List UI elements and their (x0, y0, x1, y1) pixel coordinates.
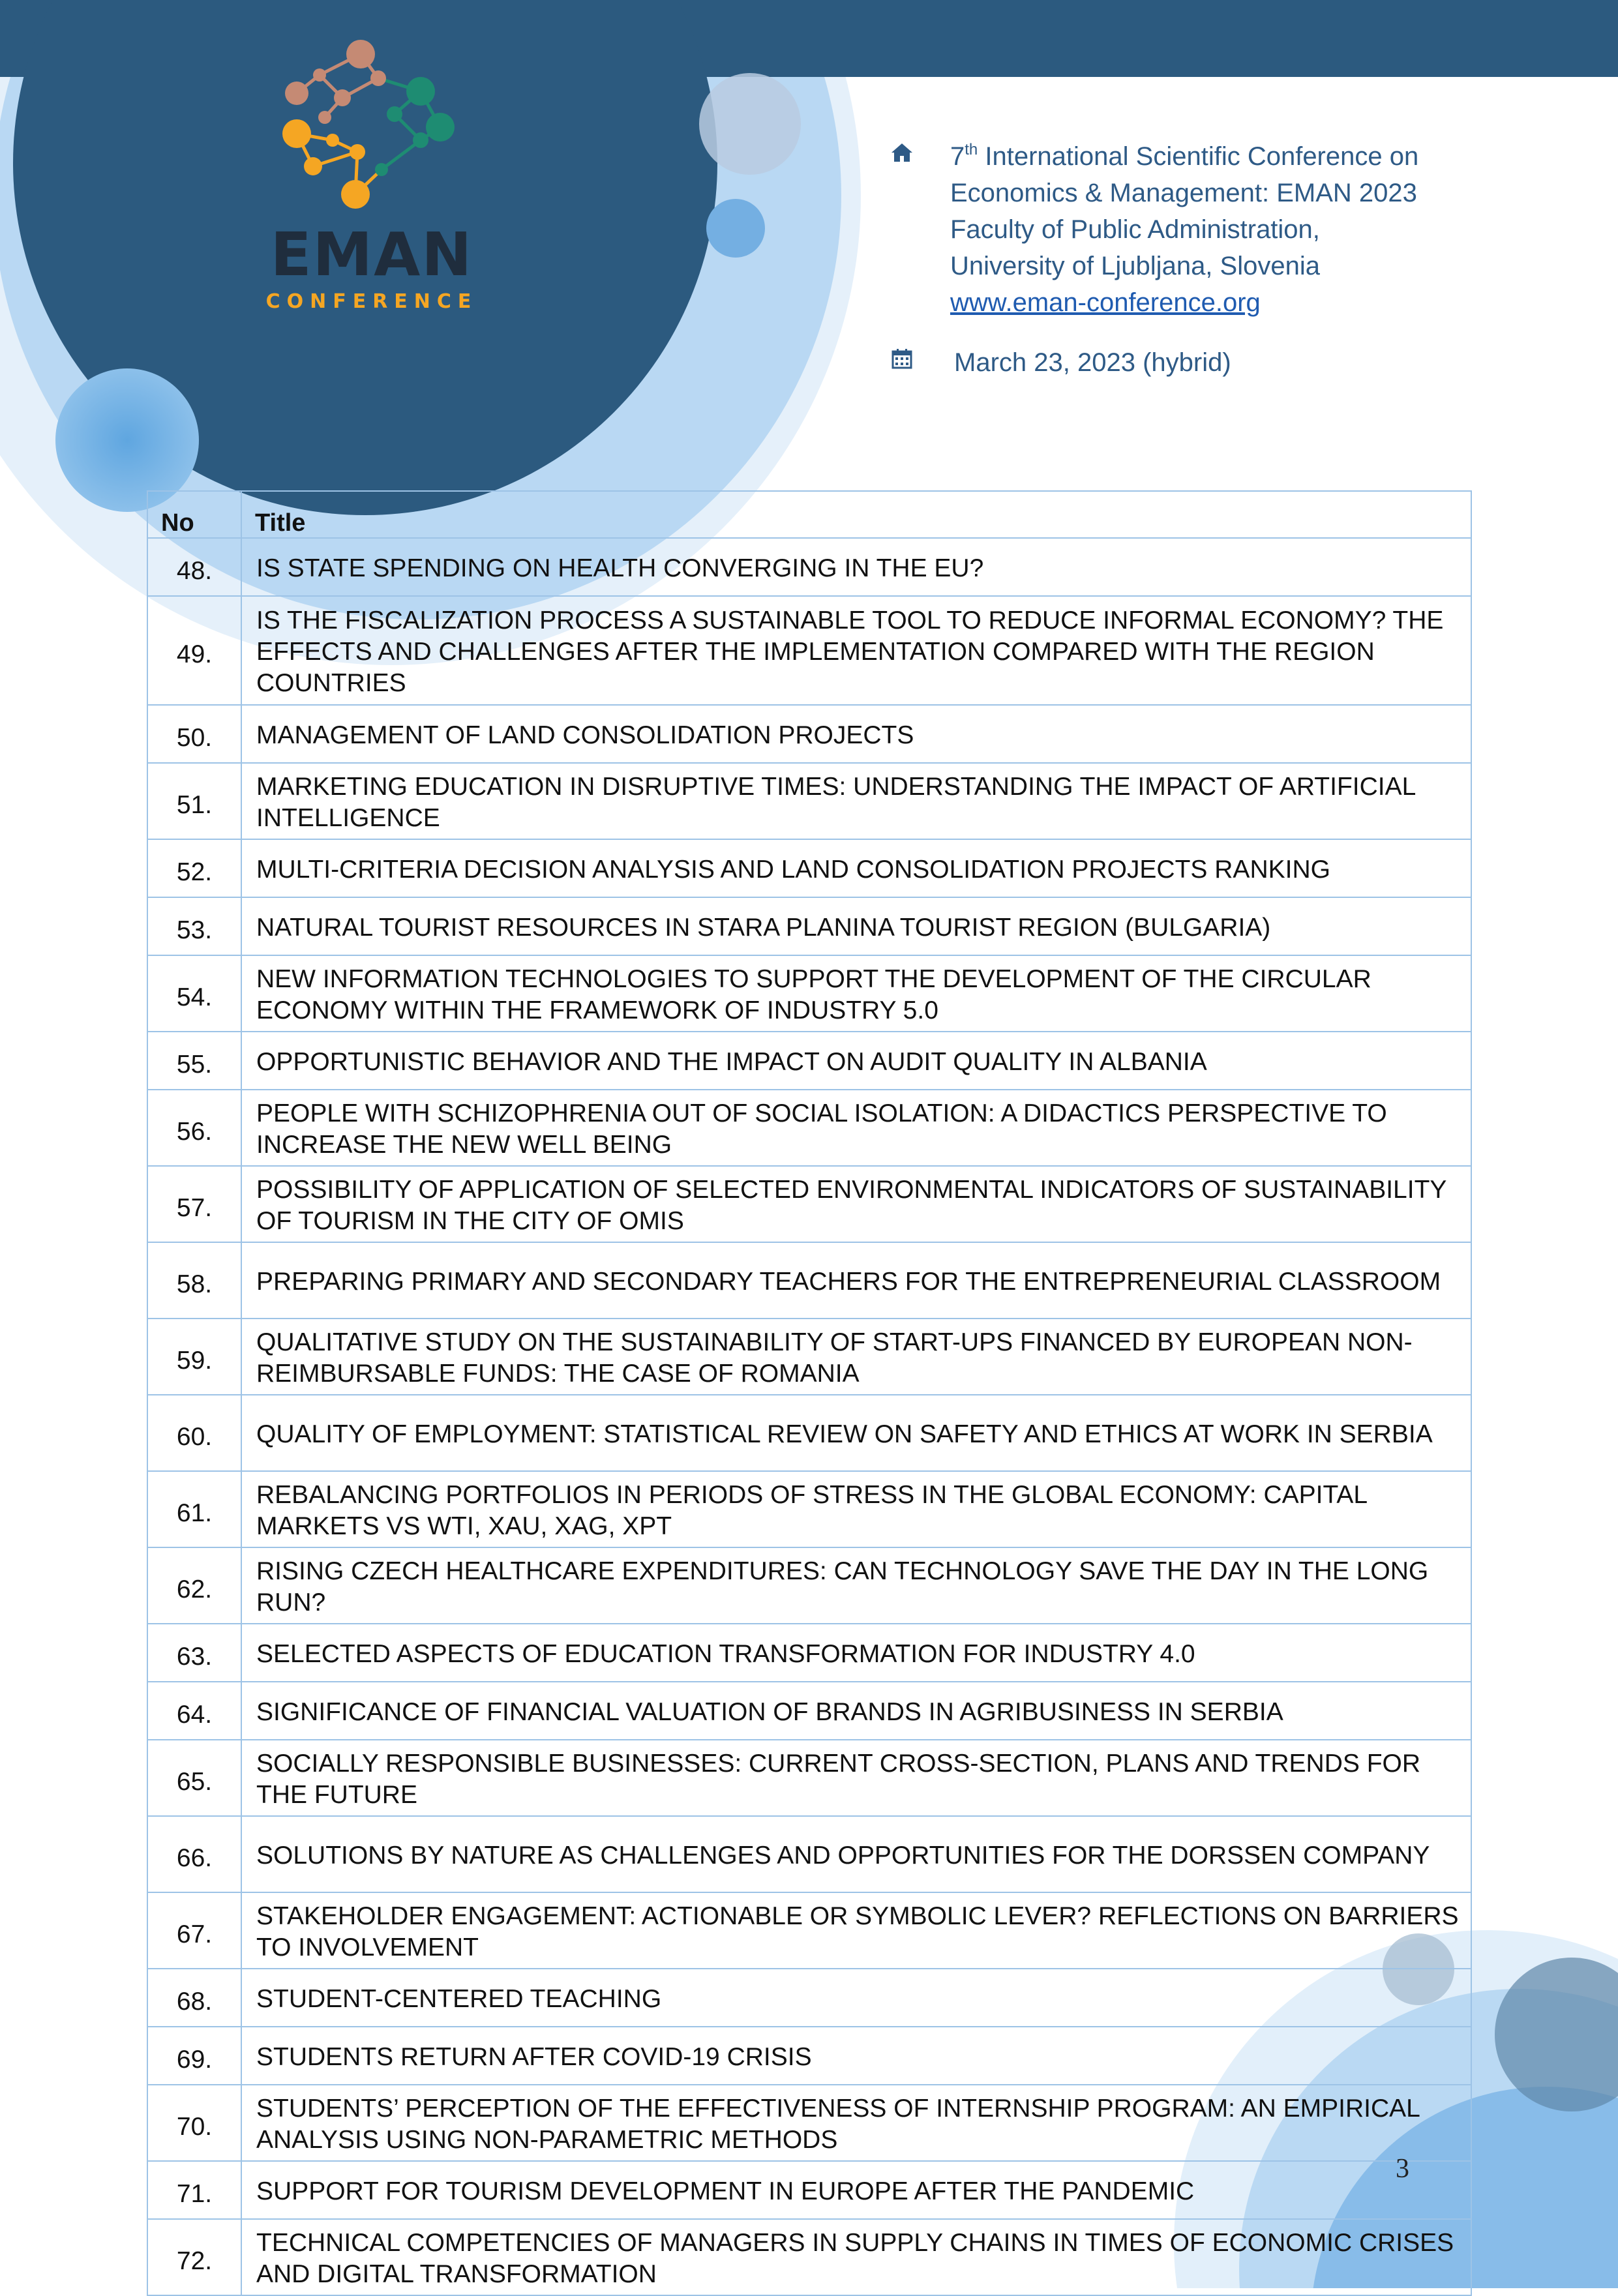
row-number: 57. (147, 1166, 241, 1242)
table-row (147, 1242, 1471, 1319)
paper-title: SOLUTIONS BY NATURE AS CHALLENGES AND OPPORTUNITIES FOR THE DORSSEN COMPANY (241, 1816, 1471, 1892)
table-row (147, 1682, 1471, 1740)
row-number: 53. (147, 897, 241, 955)
paper-title: SUPPORT FOR TOURISM DEVELOPMENT IN EUROPE AFTER THE PANDEMIC (241, 2161, 1471, 2219)
paper-title: MANAGEMENT OF LAND CONSOLIDATION PROJECTS (241, 705, 1471, 763)
conference-title-text: International Scientific Conference on (978, 142, 1419, 171)
table-row (147, 1032, 1471, 1090)
conference-date-block (890, 344, 1418, 381)
row-number: 51. (147, 763, 241, 839)
paper-title: SELECTED ASPECTS OF EDUCATION TRANSFORMATION FOR INDUSTRY 4.0 (241, 1624, 1471, 1682)
paper-title: STUDENT-CENTERED TEACHING (241, 1969, 1471, 2027)
row-number: 50. (147, 705, 241, 763)
paper-titles-table (147, 490, 1472, 2296)
table-row (147, 2161, 1471, 2219)
conference-website-link[interactable]: www.eman-conference.org (950, 288, 1261, 317)
table-row (147, 1740, 1471, 1816)
paper-title: MARKETING EDUCATION IN DISRUPTIVE TIMES: UNDERSTANDING THE IMPACT OF ARTIFICIAL INTELLIGENCE (241, 763, 1471, 839)
table-row (147, 2219, 1471, 2295)
paper-title: PREPARING PRIMARY AND SECONDARY TEACHERS FOR THE ENTREPRENEURIAL CLASSROOM (241, 1242, 1471, 1319)
row-number: 66. (147, 1816, 241, 1892)
paper-title: STAKEHOLDER ENGAGEMENT: ACTIONABLE OR SYMBOLIC LEVER? REFLECTIONS ON BARRIERS TO INVOLVEMENT (241, 1892, 1471, 1969)
column-header-title: Title (241, 491, 1471, 538)
paper-title: STUDENTS’ PERCEPTION OF THE EFFECTIVENESS OF INTERNSHIP PROGRAM: AN EMPIRICAL ANALYSIS USING NON-PARAMETRIC METHODS (241, 2085, 1471, 2161)
paper-title: QUALITATIVE STUDY ON THE SUSTAINABILITY OF START-UPS FINANCED BY EUROPEAN NON-REIMBURSABLE FUNDS: THE CASE OF ROMANIA (241, 1319, 1471, 1395)
table-row (147, 1969, 1471, 2027)
paper-title: IS STATE SPENDING ON HEALTH CONVERGING IN THE EU? (241, 538, 1471, 596)
row-number: 69. (147, 2027, 241, 2085)
table-row (147, 1624, 1471, 1682)
row-number: 56. (147, 1090, 241, 1166)
column-header-no: No (147, 491, 241, 538)
row-number: 59. (147, 1319, 241, 1395)
table-row (147, 2027, 1471, 2085)
table-row (147, 897, 1471, 955)
paper-title: TECHNICAL COMPETENCIES OF MANAGERS IN SUPPLY CHAINS IN TIMES OF ECONOMIC CRISES AND DIGITAL TRANSFORMATION (241, 2219, 1471, 2295)
paper-title: PEOPLE WITH SCHIZOPHRENIA OUT OF SOCIAL ISOLATION: A DIDACTICS PERSPECTIVE TO INCREASE THE NEW WELL BEING (241, 1090, 1471, 1166)
paper-title: OPPORTUNISTIC BEHAVIOR AND THE IMPACT ON AUDIT QUALITY IN ALBANIA (241, 1032, 1471, 1090)
home-icon (890, 141, 914, 164)
row-number: 72. (147, 2219, 241, 2295)
conference-ordinal-suffix: th (965, 141, 978, 158)
paper-title: NATURAL TOURIST RESOURCES IN STARA PLANINA TOURIST REGION (BULGARIA) (241, 897, 1471, 955)
table-header-row (147, 491, 1471, 538)
row-number: 48. (147, 538, 241, 596)
table-row (147, 1319, 1471, 1395)
row-number: 55. (147, 1032, 241, 1090)
paper-title: REBALANCING PORTFOLIOS IN PERIODS OF STRESS IN THE GLOBAL ECONOMY: CAPITAL MARKETS VS WTI, XAU, XAG, XPT (241, 1471, 1471, 1547)
table-row (147, 1816, 1471, 1892)
table-row (147, 763, 1471, 839)
row-number: 54. (147, 955, 241, 1032)
table-row (147, 1395, 1471, 1471)
logo-wordmark: EMAN (270, 220, 473, 290)
conference-university: University of Ljubljana, Slovenia (950, 252, 1320, 280)
row-number: 52. (147, 839, 241, 897)
conference-title-line1 (950, 138, 1418, 175)
paper-title: QUALITY OF EMPLOYMENT: STATISTICAL REVIEW ON SAFETY AND ETHICS AT WORK IN SERBIA (241, 1395, 1471, 1471)
conference-ordinal: 7 (950, 142, 965, 171)
conference-faculty: Faculty of Public Administration, (950, 215, 1320, 244)
row-number: 63. (147, 1624, 241, 1682)
paper-title: SIGNIFICANCE OF FINANCIAL VALUATION OF BRANDS IN AGRIBUSINESS IN SERBIA (241, 1682, 1471, 1740)
row-number: 64. (147, 1682, 241, 1740)
row-number: 62. (147, 1547, 241, 1624)
paper-title: MULTI-CRITERIA DECISION ANALYSIS AND LAND CONSOLIDATION PROJECTS RANKING (241, 839, 1471, 897)
table-row (147, 538, 1471, 596)
paper-title: SOCIALLY RESPONSIBLE BUSINESSES: CURRENT CROSS-SECTION, PLANS AND TRENDS FOR THE FUTURE (241, 1740, 1471, 1816)
calendar-icon (890, 347, 914, 370)
row-number: 60. (147, 1395, 241, 1471)
table-row (147, 1892, 1471, 1969)
table-row (147, 705, 1471, 763)
table-row (147, 1166, 1471, 1242)
table-row (147, 1471, 1471, 1547)
table-row (147, 2085, 1471, 2161)
table-row (147, 596, 1471, 705)
paper-title: RISING CZECH HEALTHCARE EXPENDITURES: CAN TECHNOLOGY SAVE THE DAY IN THE LONG RUN? (241, 1547, 1471, 1624)
table-row (147, 839, 1471, 897)
row-number: 67. (147, 1892, 241, 1969)
row-number: 70. (147, 2085, 241, 2161)
table-row (147, 1090, 1471, 1166)
table-row (147, 1547, 1471, 1624)
row-number: 58. (147, 1242, 241, 1319)
table-row (147, 955, 1471, 1032)
row-number: 71. (147, 2161, 241, 2219)
page-number: 3 (1396, 2154, 1409, 2184)
logo-tagline: CONFERENCE (265, 290, 478, 313)
row-number: 49. (147, 596, 241, 705)
paper-title: IS THE FISCALIZATION PROCESS A SUSTAINABLE TOOL TO REDUCE INFORMAL ECONOMY? THE EFFECTS AND CHALLENGES AFTER THE IMPLEMENTATION COMPARED WITH THE REGION COUNTRIES (241, 596, 1471, 705)
paper-title: NEW INFORMATION TECHNOLOGIES TO SUPPORT THE DEVELOPMENT OF THE CIRCULAR ECONOMY WITHIN THE FRAMEWORK OF INDUSTRY 5.0 (241, 955, 1471, 1032)
conference-title-line2: Economics & Management: EMAN 2023 (950, 179, 1417, 207)
paper-title: STUDENTS RETURN AFTER COVID-19 CRISIS (241, 2027, 1471, 2085)
row-number: 65. (147, 1740, 241, 1816)
conference-address-block (890, 138, 1418, 321)
eman-logo-icon (274, 36, 470, 212)
row-number: 61. (147, 1471, 241, 1547)
conference-date: March 23, 2023 (hybrid) (954, 348, 1231, 377)
paper-title: POSSIBILITY OF APPLICATION OF SELECTED ENVIRONMENTAL INDICATORS OF SUSTAINABILITY OF TOURISM IN THE CITY OF OMIS (241, 1166, 1471, 1242)
conference-info (890, 138, 1418, 381)
row-number: 68. (147, 1969, 241, 2027)
